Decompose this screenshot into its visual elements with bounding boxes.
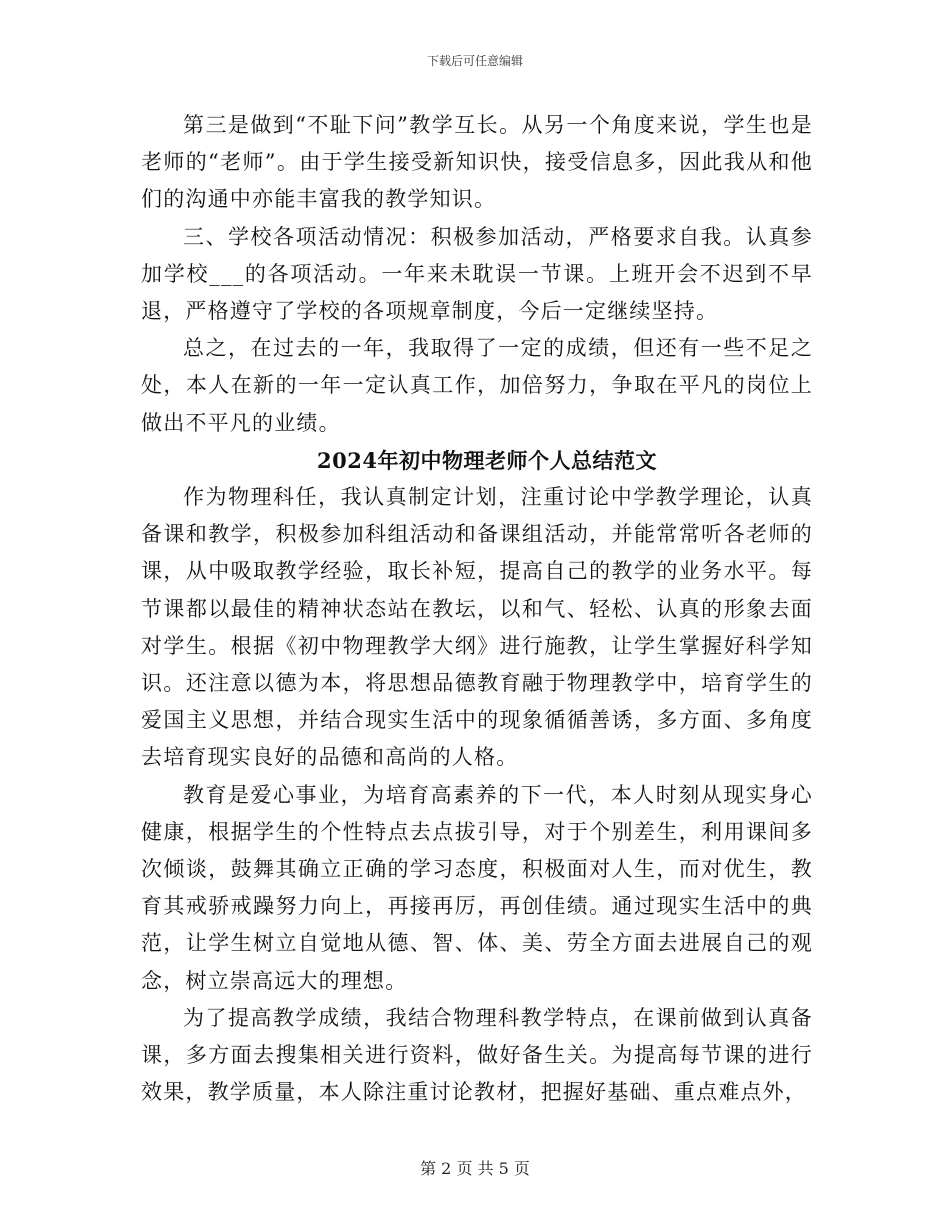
document-body xyxy=(141,107,813,1111)
paragraph-2: 三、学校各项活动情况：积极参加活动，严格要求自我。认真参加学校___的各项活动。一年来未耽误一节课。上班开会不迟到不早退，严格遵守了学校的各项规章制度，今后一定继续坚持。 xyxy=(141,224,813,324)
paragraph-4: 作为物理科任，我认真制定计划，注重讨论中学教学理论，认真备课和教学，积极参加科组活动和备课组活动，并能常常听各老师的课，从中吸取教学经验，取长补短，提高自己的教学的业务水平。每节课都以最佳的精神状态站在教坛，以和气、轻松、认真的形象去面对学生。根据《初中物理教学大纲》进行施教，让学生掌握好科学知识。还注意以德为本，将思想品德教育融于物理教学中，培育学生的爱国主义思想，并结合现实生活中的现象循循善诱，多方面、多角度去培育现实良好的品德和高尚的人格。 xyxy=(141,485,813,770)
paragraph-3: 总之，在过去的一年，我取得了一定的成绩，但还有一些不足之处，本人在新的一年一定认真工作，加倍努力，争取在平凡的岗位上做出不平凡的业绩。 xyxy=(141,336,813,435)
paragraph-6: 为了提高教学成绩，我结合物理科教学特点，在课前做到认真备课，多方面去搜集相关进行资料，做好备生关。为提高每节课的进行效果，教学质量，本人除注重讨论教材，把握好基础、重点难点外， xyxy=(141,1005,813,1105)
section-title: 2024年初中物理老师个人总结范文 xyxy=(317,447,657,473)
paragraph-1: 第三是做到“不耻下问”教学互长。从另一个角度来说，学生也是老师的“老师”。由于学生接受新知识快，接受信息多，因此我从和他们的沟通中亦能丰富我的教学知识。 xyxy=(141,113,813,212)
page-header-note: 下载后可任意编辑 xyxy=(426,54,523,68)
page-number: 第 2 页 共 5 页 xyxy=(420,1159,530,1178)
paragraph-5: 教育是爱心事业，为培育高素养的下一代，本人时刻从现实身心健康，根据学生的个性特点去点拔引导，对于个别差生，利用课间多次倾谈，鼓舞其确立正确的学习态度，积极面对人生，而对优生，教育其戒骄戒躁努力向上，再接再厉，再创佳绩。通过现实生活中的典范，让学生树立自觉地从德、智、体、美、劳全方面去进展自己的观念，树立崇高远大的理想。 xyxy=(141,782,813,993)
